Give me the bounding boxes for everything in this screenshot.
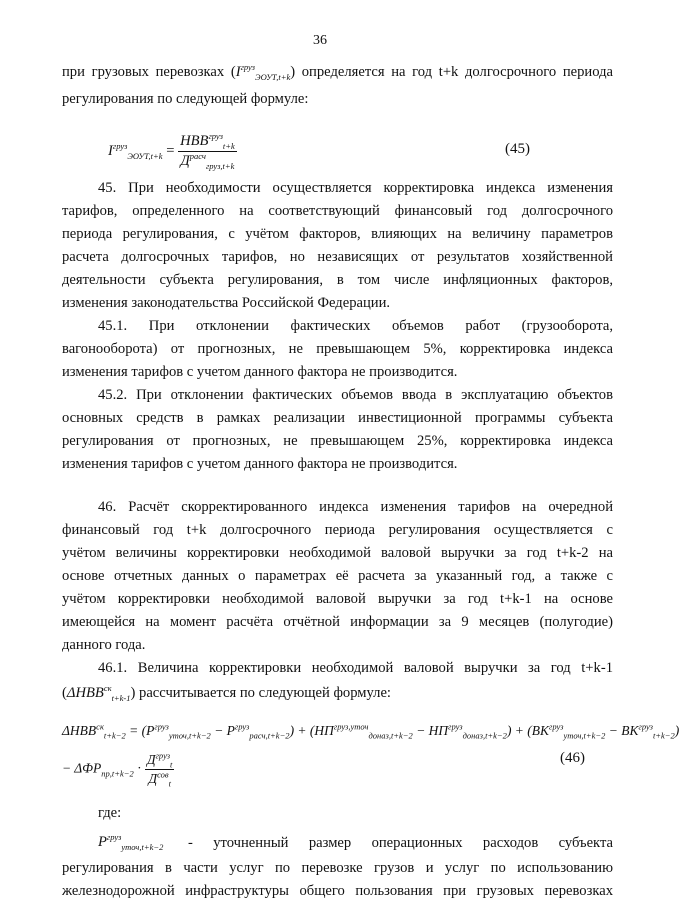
- intro-line-1: [62, 64, 613, 81]
- intro-line-2: регулирования по следующей формуле:: [62, 91, 309, 107]
- p451-line-3: изменения тарифов с учетом данного фактора не производится.: [62, 364, 458, 380]
- formula-45-eq: =: [166, 142, 175, 159]
- formula-45-number: (45): [505, 141, 530, 157]
- definition-symbol: $P^{груз}_{уточ,t+k-2}$: [98, 832, 164, 852]
- formula-46-fraction: $\frac{Д^{груз}_t}{Д^{сов}_t}$: [147, 750, 173, 789]
- p46-line-3: учётом величины корректировки необходимой валовой выручки за год t+k-2 на: [62, 545, 613, 561]
- p46-line-4: основе отчетных данных о параметрах её расчета за указанный год, а также с: [62, 568, 613, 584]
- formula-46-term: ): [674, 723, 679, 738]
- p45-line-1: 45. При необходимости осуществляется корректировка индекса изменения: [98, 180, 613, 196]
- p452-line-2: основных средств в рамках реализации инвестиционной программы субъекта: [62, 410, 613, 426]
- formula-45-lhs: $I^{груз}_{ЭОУТ,t+k}$: [108, 140, 163, 161]
- p46-line-7: данного года.: [62, 637, 146, 653]
- formula-46-line-2: − $\Delta ФР_{пр,t+k-2}$ · $\frac{Д^{груз}_t}{Д^{сов}_t}$: [62, 750, 173, 789]
- p45-line-2: тарифов, определенного на соответствующий финансовый год долгосрочного: [62, 203, 613, 219]
- p461-line-2: $(\Delta НВВ^{ск}_{t+k-1})$ рассчитывается по следующей формуле:: [62, 683, 391, 703]
- p461-line-1: 46.1. Величина корректировки необходимой валовой выручки за год t+k-1: [98, 660, 613, 676]
- p46-line-6: имеющейся на момент расчёта отчётной информации за 9 месяцев (полугодие): [62, 614, 613, 630]
- p45-line-6: изменения законодательства Российской Федерации.: [62, 295, 391, 311]
- where-label: где:: [98, 805, 122, 821]
- definition-line-3: железнодорожной инфраструктуры общего пользования при грузовых перевозках: [62, 883, 613, 899]
- p452-line-4: изменения тарифов с учетом данного фактора не производится.: [62, 456, 458, 472]
- p45-line-4: расчета долгосрочных тарифов, но независящих от результатов хозяйственной: [62, 249, 613, 265]
- formula-46-number: (46): [560, 750, 585, 766]
- formula-45-fraction: $\frac{НВВ^{груз}_{t+k}}{Д^{расч}_{груз,t+k}}$: [180, 131, 235, 171]
- page-number: 36: [313, 33, 327, 48]
- p452-line-1: 45.2. При отклонении фактических объемов ввода в эксплуатацию объектов: [98, 387, 613, 403]
- p46-line-2: финансовый год t+k долгосрочного периода регулирования осуществляется с: [62, 522, 613, 538]
- p46-line-5: учётом корректировки необходимой валовой выручки за год t+k-1 на основе: [62, 591, 613, 607]
- p46-line-1: 46. Расчёт скорректированного индекса изменения тарифов на очередной: [98, 499, 613, 515]
- p45-line-3: периода регулирования, с учётом факторов, влияющих на величину параметров: [62, 226, 613, 242]
- formula-46-term: − $ВК^{груз}_{t+k-2}$: [605, 721, 675, 741]
- inline-index-symbol: $I^{груз}_{ЭОУТ,t+k}$: [235, 62, 291, 82]
- formula-46-term: $\Delta НВВ^{ск}_{t+k-2}$: [62, 721, 126, 741]
- formula-46-term: = ($P^{груз}_{уточ,t+k-2}$: [125, 721, 211, 741]
- intro-text-a: при грузовых перевозках (: [62, 64, 236, 80]
- p45-line-5: деятельности субъекта регулирования, в том числе инфляционных факторов,: [62, 272, 613, 288]
- p451-line-1: 45.1. При отклонении фактических объемов работ (грузооборота,: [98, 318, 613, 334]
- p451-line-2: вагонооборота) от прогнозных, не превышающем 5%, корректировка индекса: [62, 341, 613, 357]
- intro-text-b: ) определяется на год t+k долгосрочного периода: [290, 64, 613, 80]
- formula-46-term: ) + ($ВК^{груз}_{уточ,t+k-2}$: [506, 721, 606, 741]
- formula-46-term: ) + ($НП^{груз,уточ}_{доназ,t+k-2}$: [289, 721, 413, 741]
- p452-line-3: регулирования от прогнозных, не превышающем 25%, корректировка индекса: [62, 433, 613, 449]
- formula-46-line-1: [62, 723, 679, 739]
- formula-46-term: − $P^{груз}_{расч,t+k-2}$: [210, 721, 290, 741]
- definition-line-1: - уточненный размер операционных расходов субъекта: [188, 835, 613, 851]
- definition-line-2: регулирования в части услуг по перевозке грузов и услуг по использованию: [62, 860, 613, 876]
- formula-46-term: − $НП^{груз}_{доназ,t+k-2}$: [412, 721, 507, 741]
- formula-45: [108, 133, 237, 170]
- inline-delta-nvv-symbol: $\Delta НВВ^{ск}_{t+k-1}$: [66, 683, 131, 703]
